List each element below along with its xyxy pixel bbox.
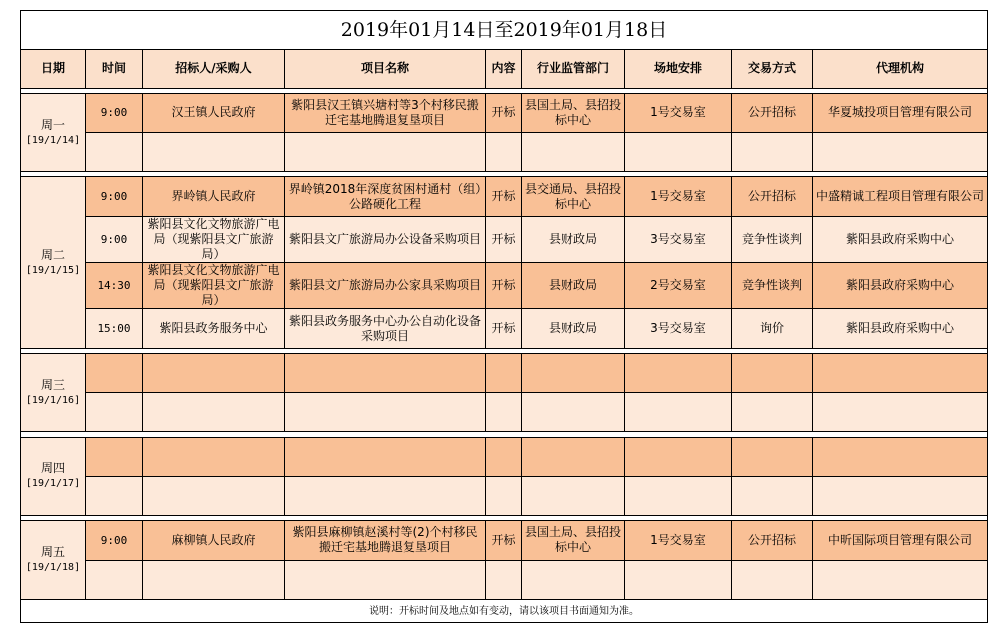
project-name-cell: 界岭镇2018年深度贫困村通村（组）公路硬化工程 [285,177,486,216]
project-name-cell: 紫阳县文广旅游局办公家具采购项目 [285,263,486,309]
method-cell [732,353,813,392]
content-cell [486,133,522,172]
purchaser-cell [143,393,285,432]
table-row [21,476,988,515]
purchaser-cell: 紫阳县文化文物旅游广电局（现紫阳县文广旅游局） [143,263,285,309]
method-cell [732,133,813,172]
day-cell [21,177,86,348]
agency-cell [813,393,988,432]
day-date: [19/1/18] [25,562,81,574]
content-cell: 开标 [486,177,522,216]
department-cell [522,437,625,476]
purchaser-cell: 界岭镇人民政府 [143,177,285,216]
agency-cell [813,560,988,599]
schedule-table [20,10,988,623]
column-header: 代理机构 [813,50,988,88]
agency-cell [813,353,988,392]
time-cell: 9:00 [86,93,143,132]
department-cell: 县交通局、县招投标中心 [522,177,625,216]
agency-cell: 紫阳县政府采购中心 [813,216,988,262]
project-name-cell [285,476,486,515]
project-name-cell [285,437,486,476]
project-name-cell [285,393,486,432]
table-row [21,263,988,309]
purchaser-cell: 紫阳县文化文物旅游广电局（现紫阳县文广旅游局） [143,216,285,262]
header-row [21,50,988,88]
day-name: 周五 [40,545,65,560]
method-cell: 公开招标 [732,177,813,216]
day-name: 周二 [40,247,65,262]
table-row [21,437,988,476]
purchaser-cell: 紫阳县政务服务中心 [143,309,285,348]
department-cell [522,476,625,515]
method-cell [732,437,813,476]
table-row [21,353,988,392]
department-cell: 县财政局 [522,309,625,348]
footnote: 说明：开标时间及地点如有变动，请以该项目书面通知为准。 [21,600,988,623]
purchaser-cell: 汉王镇人民政府 [143,93,285,132]
agency-cell [813,437,988,476]
time-cell: 9:00 [86,521,143,560]
project-name-cell [285,133,486,172]
content-cell [486,437,522,476]
day-name: 周一 [40,117,65,132]
venue-cell: 1号交易室 [625,177,732,216]
table-row [21,393,988,432]
department-cell [522,560,625,599]
agency-cell [813,476,988,515]
time-cell [86,393,143,432]
content-cell: 开标 [486,263,522,309]
purchaser-cell [143,560,285,599]
day-name: 周四 [40,461,65,476]
venue-cell [625,560,732,599]
project-name-cell [285,353,486,392]
purchaser-cell [143,353,285,392]
content-cell: 开标 [486,521,522,560]
table-row [21,560,988,599]
page-title: 2019年01月14日至2019年01月18日 [21,11,988,50]
day-cell [21,437,86,516]
venue-cell: 1号交易室 [625,521,732,560]
time-cell [86,353,143,392]
venue-cell [625,437,732,476]
method-cell [732,393,813,432]
day-date: [19/1/17] [25,478,81,490]
agency-cell: 中昕国际项目管理有限公司 [813,521,988,560]
purchaser-cell [143,476,285,515]
column-header: 场地安排 [625,50,732,88]
venue-cell [625,476,732,515]
venue-cell [625,353,732,392]
column-header: 招标人/采购人 [143,50,285,88]
agency-cell: 华夏城投项目管理有限公司 [813,93,988,132]
department-cell: 县国土局、县招投标中心 [522,521,625,560]
department-cell [522,353,625,392]
day-cell [21,93,86,172]
column-header: 项目名称 [285,50,486,88]
table-row [21,216,988,262]
venue-cell: 3号交易室 [625,216,732,262]
purchaser-cell [143,437,285,476]
agency-cell: 紫阳县政府采购中心 [813,263,988,309]
time-cell: 14:30 [86,263,143,309]
table-row [21,521,988,560]
table-row [21,93,988,132]
day-date: [19/1/15] [25,264,81,276]
purchaser-cell [143,133,285,172]
day-date: [19/1/16] [25,394,81,406]
method-cell: 竞争性谈判 [732,216,813,262]
content-cell: 开标 [486,93,522,132]
day-date: [19/1/14] [25,134,81,146]
content-cell [486,476,522,515]
content-cell [486,393,522,432]
method-cell: 竞争性谈判 [732,263,813,309]
department-cell [522,393,625,432]
column-header: 交易方式 [732,50,813,88]
table-row [21,133,988,172]
project-name-cell [285,560,486,599]
day-cell [21,353,86,432]
time-cell [86,437,143,476]
project-name-cell: 紫阳县文广旅游局办公设备采购项目 [285,216,486,262]
table-row [21,177,988,216]
time-cell [86,560,143,599]
method-cell: 公开招标 [732,93,813,132]
column-header: 日期 [21,50,86,88]
time-cell [86,476,143,515]
project-name-cell: 紫阳县政务服务中心办公自动化设备采购项目 [285,309,486,348]
content-cell [486,353,522,392]
method-cell: 公开招标 [732,521,813,560]
agency-cell: 中盛精诚工程项目管理有限公司 [813,177,988,216]
method-cell: 询价 [732,309,813,348]
department-cell: 县财政局 [522,263,625,309]
method-cell [732,476,813,515]
purchaser-cell: 麻柳镇人民政府 [143,521,285,560]
column-header: 内容 [486,50,522,88]
agency-cell: 紫阳县政府采购中心 [813,309,988,348]
project-name-cell: 紫阳县麻柳镇赵溪村等(2)个村移民搬迁宅基地腾退复垦项目 [285,521,486,560]
venue-cell: 3号交易室 [625,309,732,348]
agency-cell [813,133,988,172]
venue-cell: 1号交易室 [625,93,732,132]
day-cell [21,521,86,600]
column-header: 时间 [86,50,143,88]
time-cell [86,133,143,172]
column-header: 行业监管部门 [522,50,625,88]
time-cell: 9:00 [86,216,143,262]
table-row [21,309,988,348]
department-cell: 县国土局、县招投标中心 [522,93,625,132]
content-cell: 开标 [486,309,522,348]
project-name-cell: 紫阳县汉王镇兴塘村等3个村移民搬迁宅基地腾退复垦项目 [285,93,486,132]
department-cell: 县财政局 [522,216,625,262]
content-cell [486,560,522,599]
content-cell: 开标 [486,216,522,262]
time-cell: 9:00 [86,177,143,216]
venue-cell [625,133,732,172]
department-cell [522,133,625,172]
venue-cell: 2号交易室 [625,263,732,309]
venue-cell [625,393,732,432]
time-cell: 15:00 [86,309,143,348]
day-name: 周三 [40,377,65,392]
method-cell [732,560,813,599]
